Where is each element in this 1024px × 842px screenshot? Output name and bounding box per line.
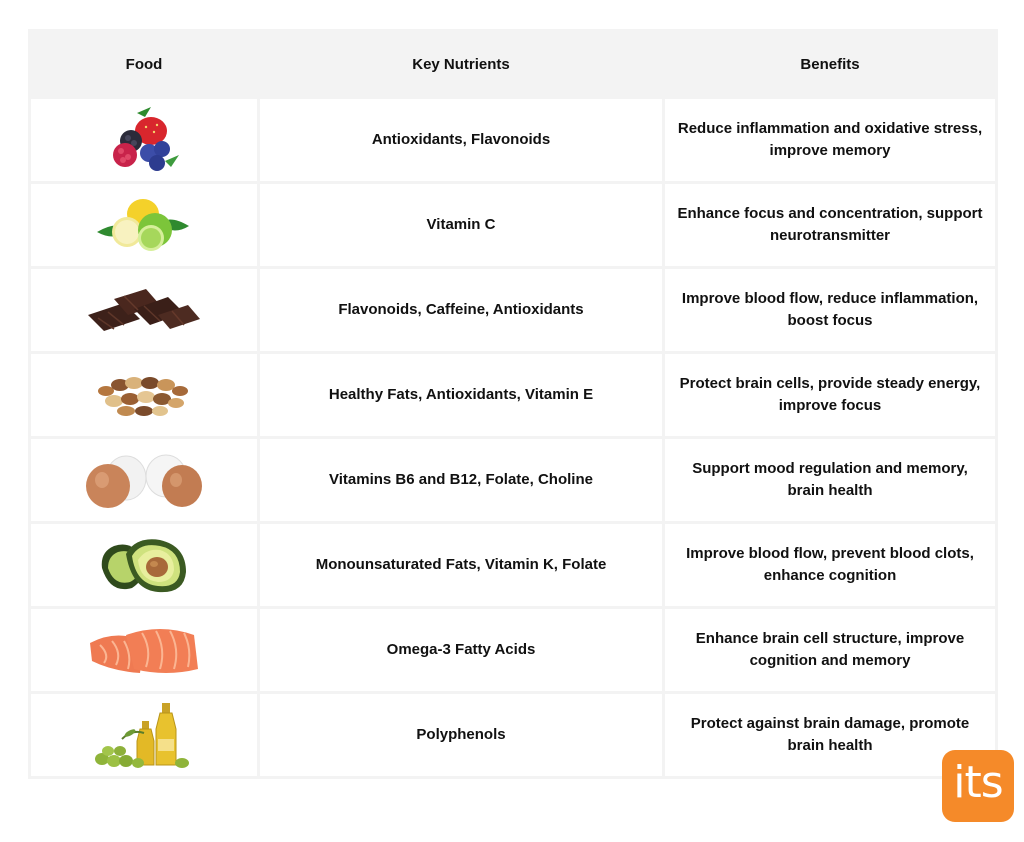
benefits-cell: Enhance focus and concentration, support neurotransmitter bbox=[665, 184, 995, 266]
food-cell bbox=[31, 609, 257, 691]
salmon-icon bbox=[86, 621, 202, 679]
header-food: Food bbox=[31, 32, 257, 96]
food-cell bbox=[31, 184, 257, 266]
foods-table bbox=[28, 29, 998, 779]
citrus-icon bbox=[89, 192, 199, 258]
food-cell bbox=[31, 439, 257, 521]
food-cell bbox=[31, 99, 257, 181]
benefits-cell: Enhance brain cell structure, improve cognition and memory bbox=[665, 609, 995, 691]
table-row bbox=[31, 184, 995, 266]
nutrients-cell: Vitamins B6 and B12, Folate, Choline bbox=[260, 439, 662, 521]
dark-chocolate-icon bbox=[84, 285, 204, 335]
header-benefits: Benefits bbox=[665, 32, 995, 96]
table-row bbox=[31, 694, 995, 776]
eggs-icon bbox=[82, 450, 206, 510]
benefits-cell: Improve blood flow, reduce inflammation, boost focus bbox=[665, 269, 995, 351]
benefits-cell: Reduce inflammation and oxidative stress, improve memory bbox=[665, 99, 995, 181]
olive-oil-icon bbox=[92, 699, 196, 771]
nutrients-cell: Flavonoids, Caffeine, Antioxidants bbox=[260, 269, 662, 351]
nutrients-cell: Omega-3 Fatty Acids bbox=[260, 609, 662, 691]
nutrients-cell: Monounsaturated Fats, Vitamin K, Folate bbox=[260, 524, 662, 606]
nutrients-cell: Vitamin C bbox=[260, 184, 662, 266]
nutrients-cell: Healthy Fats, Antioxidants, Vitamin E bbox=[260, 354, 662, 436]
nutrients-cell: Antioxidants, Flavonoids bbox=[260, 99, 662, 181]
benefits-cell: Support mood regulation and memory, brain health bbox=[665, 439, 995, 521]
table-row bbox=[31, 524, 995, 606]
its-logo: its bbox=[942, 750, 1014, 822]
header-key-nutrients: Key Nutrients bbox=[260, 32, 662, 96]
food-cell bbox=[31, 524, 257, 606]
benefits-cell: Improve blood flow, prevent blood clots, enhance cognition bbox=[665, 524, 995, 606]
food-cell bbox=[31, 694, 257, 776]
food-cell bbox=[31, 269, 257, 351]
table-row bbox=[31, 269, 995, 351]
benefits-cell: Protect against brain damage, promote brain health bbox=[665, 694, 995, 776]
header-row bbox=[31, 32, 995, 96]
berries-icon bbox=[99, 105, 189, 175]
food-cell bbox=[31, 354, 257, 436]
table-row bbox=[31, 99, 995, 181]
table-row bbox=[31, 439, 995, 521]
table-row bbox=[31, 609, 995, 691]
avocado-icon bbox=[96, 534, 192, 596]
nutrients-cell: Polyphenols bbox=[260, 694, 662, 776]
benefits-cell: Protect brain cells, provide steady energy, improve focus bbox=[665, 354, 995, 436]
table-row bbox=[31, 354, 995, 436]
nuts-icon bbox=[92, 369, 196, 421]
